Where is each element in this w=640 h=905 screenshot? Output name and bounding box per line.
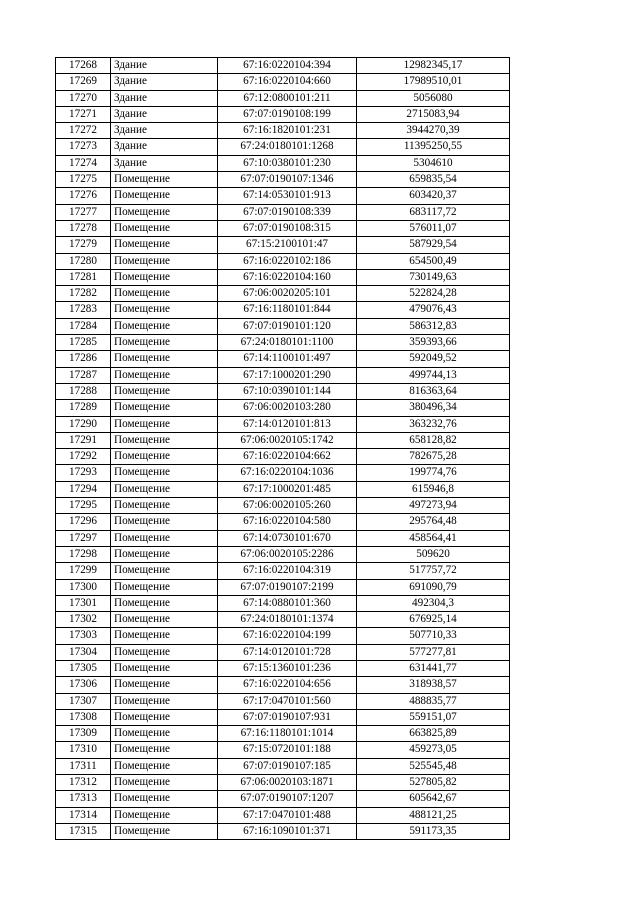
cadastral-value: 659835,54 [357,172,510,188]
cadastral-number: 67:14:1100101:497 [218,351,357,367]
table-row [56,416,510,432]
row-number: 17297 [56,530,111,546]
object-type: Помещение [111,351,218,367]
table-row [56,400,510,416]
row-number: 17285 [56,335,111,351]
table-row [56,807,510,823]
row-number: 17304 [56,644,111,660]
cadastral-number: 67:16:0220104:319 [218,563,357,579]
object-type: Помещение [111,416,218,432]
row-number: 17279 [56,237,111,253]
table-row [56,139,510,155]
cadastral-value: 295764,48 [357,514,510,530]
row-number: 17305 [56,660,111,676]
row-number: 17293 [56,465,111,481]
cadastral-number: 67:14:0530101:913 [218,188,357,204]
cadastral-value: 782675,28 [357,449,510,465]
table-row [56,514,510,530]
cadastral-number: 67:24:0180101:1374 [218,612,357,628]
object-type: Помещение [111,742,218,758]
object-type: Помещение [111,400,218,416]
object-type: Помещение [111,302,218,318]
cadastral-value: 199774,76 [357,465,510,481]
table-row [56,155,510,171]
cadastral-value: 591173,35 [357,823,510,839]
row-number: 17283 [56,302,111,318]
row-number: 17291 [56,432,111,448]
row-number: 17270 [56,90,111,106]
cadastral-value: 458564,41 [357,530,510,546]
cadastral-number: 67:06:0020103:1871 [218,775,357,791]
cadastral-number: 67:06:0020103:280 [218,400,357,416]
cadastral-number: 67:07:0190107:185 [218,758,357,774]
table-row [56,677,510,693]
table-row [56,823,510,839]
cadastral-number: 67:14:0120101:728 [218,644,357,660]
table-row [56,693,510,709]
row-number: 17268 [56,58,111,74]
object-type: Помещение [111,481,218,497]
row-number: 17295 [56,498,111,514]
object-type: Помещение [111,595,218,611]
row-number: 17289 [56,400,111,416]
cadastral-value: 12982345,17 [357,58,510,74]
table-row [56,775,510,791]
object-type: Помещение [111,498,218,514]
cadastral-number: 67:10:0390101:144 [218,383,357,399]
table-row [56,302,510,318]
table-row [56,481,510,497]
cadastral-number: 67:24:0180101:1268 [218,139,357,155]
cadastral-number: 67:16:1180101:1014 [218,726,357,742]
table-row [56,628,510,644]
cadastral-value: 615946,8 [357,481,510,497]
table-row [56,449,510,465]
row-number: 17276 [56,188,111,204]
object-type: Здание [111,106,218,122]
cadastral-number: 67:16:0220104:662 [218,449,357,465]
object-type: Здание [111,139,218,155]
cadastral-value: 5304610 [357,155,510,171]
object-type: Помещение [111,220,218,236]
table-row [56,612,510,628]
cadastral-number: 67:12:0800101:211 [218,90,357,106]
table-row [56,563,510,579]
object-type: Помещение [111,269,218,285]
object-type: Помещение [111,286,218,302]
row-number: 17294 [56,481,111,497]
cadastral-number: 67:06:0020105:260 [218,498,357,514]
table-row [56,74,510,90]
cadastral-value: 509620 [357,546,510,562]
cadastral-value: 507710,33 [357,628,510,644]
cadastral-number: 67:10:0380101:230 [218,155,357,171]
row-number: 17306 [56,677,111,693]
table-row [56,237,510,253]
cadastral-value: 592049,52 [357,351,510,367]
object-type: Здание [111,58,218,74]
table-row [56,58,510,74]
table-row [56,367,510,383]
cadastral-value: 631441,77 [357,660,510,676]
row-number: 17269 [56,74,111,90]
table-row [56,335,510,351]
row-number: 17308 [56,709,111,725]
cadastral-value: 517757,72 [357,563,510,579]
row-number: 17300 [56,579,111,595]
row-number: 17286 [56,351,111,367]
cadastral-value: 527805,82 [357,775,510,791]
cadastral-number: 67:17:0470101:488 [218,807,357,823]
row-number: 17288 [56,383,111,399]
row-number: 17280 [56,253,111,269]
object-type: Здание [111,90,218,106]
cadastral-value: 586312,83 [357,318,510,334]
row-number: 17310 [56,742,111,758]
table-row [56,530,510,546]
row-number: 17301 [56,595,111,611]
object-type: Помещение [111,791,218,807]
table-row [56,220,510,236]
table-row [56,123,510,139]
object-type: Помещение [111,204,218,220]
cadastral-number: 67:14:0730101:670 [218,530,357,546]
object-type: Помещение [111,530,218,546]
cadastral-number: 67:16:0220104:660 [218,74,357,90]
cadastral-number: 67:16:0220104:656 [218,677,357,693]
cadastral-value: 488835,77 [357,693,510,709]
row-number: 17275 [56,172,111,188]
cadastral-value: 380496,34 [357,400,510,416]
cadastral-value: 603420,37 [357,188,510,204]
cadastral-value: 691090,79 [357,579,510,595]
cadastral-number: 67:06:0020105:2286 [218,546,357,562]
cadastral-value: 479076,43 [357,302,510,318]
row-number: 17311 [56,758,111,774]
cadastral-value: 676925,14 [357,612,510,628]
row-number: 17277 [56,204,111,220]
object-type: Здание [111,74,218,90]
cadastral-number: 67:07:0190101:120 [218,318,357,334]
table-row [56,269,510,285]
object-type: Помещение [111,253,218,269]
object-type: Помещение [111,335,218,351]
object-type: Помещение [111,775,218,791]
cadastral-value: 658128,82 [357,432,510,448]
object-type: Помещение [111,383,218,399]
object-type: Помещение [111,546,218,562]
object-type: Помещение [111,318,218,334]
table-row [56,188,510,204]
table-row [56,432,510,448]
cadastral-value: 17989510,01 [357,74,510,90]
table-row [56,383,510,399]
table-row [56,726,510,742]
row-number: 17309 [56,726,111,742]
row-number: 17271 [56,106,111,122]
table-row [56,546,510,562]
table-row [56,106,510,122]
cadastral-value: 654500,49 [357,253,510,269]
cadastral-number: 67:17:1000201:485 [218,481,357,497]
cadastral-number: 67:16:0220102:186 [218,253,357,269]
table-row [56,90,510,106]
row-number: 17298 [56,546,111,562]
table-row [56,579,510,595]
cadastral-value: 522824,28 [357,286,510,302]
cadastral-value: 525545,48 [357,758,510,774]
cadastral-value: 2715083,94 [357,106,510,122]
cadastral-number: 67:07:0190107:931 [218,709,357,725]
table-row [56,253,510,269]
object-type: Помещение [111,465,218,481]
cadastral-number: 67:15:0720101:188 [218,742,357,758]
cadastral-number: 67:14:0120101:813 [218,416,357,432]
cadastral-number: 67:07:0190107:1346 [218,172,357,188]
cadastral-number: 67:07:0190107:2199 [218,579,357,595]
row-number: 17290 [56,416,111,432]
row-number: 17307 [56,693,111,709]
object-type: Помещение [111,823,218,839]
table-row [56,709,510,725]
table-row [56,351,510,367]
cadastral-number: 67:14:0880101:360 [218,595,357,611]
object-type: Помещение [111,628,218,644]
object-type: Помещение [111,188,218,204]
cadastral-number: 67:16:0220104:160 [218,269,357,285]
cadastral-number: 67:16:0220104:394 [218,58,357,74]
cadastral-value: 363232,76 [357,416,510,432]
cadastral-value: 497273,94 [357,498,510,514]
table-row [56,465,510,481]
cadastral-value: 605642,67 [357,791,510,807]
row-number: 17296 [56,514,111,530]
cadastral-value: 683117,72 [357,204,510,220]
cadastral-number: 67:16:1180101:844 [218,302,357,318]
object-type: Помещение [111,612,218,628]
cadastral-number: 67:16:0220104:1036 [218,465,357,481]
cadastral-value: 577277,81 [357,644,510,660]
cadastral-value: 359393,66 [357,335,510,351]
cadastral-number: 67:15:1360101:236 [218,660,357,676]
object-type: Здание [111,155,218,171]
cadastral-number: 67:17:0470101:560 [218,693,357,709]
cadastral-value: 730149,63 [357,269,510,285]
cadastral-number: 67:07:0190108:199 [218,106,357,122]
table-row [56,286,510,302]
object-type: Помещение [111,237,218,253]
object-type: Здание [111,123,218,139]
cadastral-number: 67:07:0190108:339 [218,204,357,220]
row-number: 17312 [56,775,111,791]
cadastral-value: 5056080 [357,90,510,106]
cadastral-number: 67:06:0020105:1742 [218,432,357,448]
object-type: Помещение [111,514,218,530]
object-type: Помещение [111,677,218,693]
property-table [55,57,510,840]
object-type: Помещение [111,563,218,579]
cadastral-value: 576011,07 [357,220,510,236]
object-type: Помещение [111,449,218,465]
table-row [56,758,510,774]
table-row [56,742,510,758]
row-number: 17281 [56,269,111,285]
row-number: 17302 [56,612,111,628]
row-number: 17284 [56,318,111,334]
table-row [56,791,510,807]
object-type: Помещение [111,172,218,188]
document-page [55,57,505,840]
cadastral-value: 499744,13 [357,367,510,383]
cadastral-number: 67:16:0220104:199 [218,628,357,644]
row-number: 17303 [56,628,111,644]
cadastral-value: 492304,3 [357,595,510,611]
cadastral-value: 816363,64 [357,383,510,399]
cadastral-value: 587929,54 [357,237,510,253]
row-number: 17274 [56,155,111,171]
cadastral-number: 67:17:1000201:290 [218,367,357,383]
row-number: 17282 [56,286,111,302]
table-row [56,498,510,514]
object-type: Помещение [111,644,218,660]
row-number: 17287 [56,367,111,383]
table-row [56,318,510,334]
cadastral-number: 67:24:0180101:1100 [218,335,357,351]
object-type: Помещение [111,709,218,725]
object-type: Помещение [111,807,218,823]
row-number: 17273 [56,139,111,155]
table-row [56,204,510,220]
row-number: 17272 [56,123,111,139]
object-type: Помещение [111,579,218,595]
cadastral-number: 67:16:1090101:371 [218,823,357,839]
row-number: 17315 [56,823,111,839]
object-type: Помещение [111,660,218,676]
object-type: Помещение [111,432,218,448]
cadastral-number: 67:07:0190107:1207 [218,791,357,807]
cadastral-value: 3944270,39 [357,123,510,139]
object-type: Помещение [111,726,218,742]
cadastral-value: 318938,57 [357,677,510,693]
cadastral-number: 67:16:1820101:231 [218,123,357,139]
row-number: 17314 [56,807,111,823]
cadastral-value: 663825,89 [357,726,510,742]
row-number: 17299 [56,563,111,579]
row-number: 17278 [56,220,111,236]
object-type: Помещение [111,693,218,709]
table-row [56,660,510,676]
object-type: Помещение [111,758,218,774]
row-number: 17313 [56,791,111,807]
cadastral-value: 459273,05 [357,742,510,758]
row-number: 17292 [56,449,111,465]
cadastral-number: 67:15:2100101:47 [218,237,357,253]
table-body [56,58,510,840]
table-row [56,644,510,660]
cadastral-value: 559151,07 [357,709,510,725]
cadastral-number: 67:06:0020205:101 [218,286,357,302]
cadastral-number: 67:16:0220104:580 [218,514,357,530]
table-row [56,595,510,611]
object-type: Помещение [111,367,218,383]
cadastral-number: 67:07:0190108:315 [218,220,357,236]
cadastral-value: 11395250,55 [357,139,510,155]
table-row [56,172,510,188]
cadastral-value: 488121,25 [357,807,510,823]
